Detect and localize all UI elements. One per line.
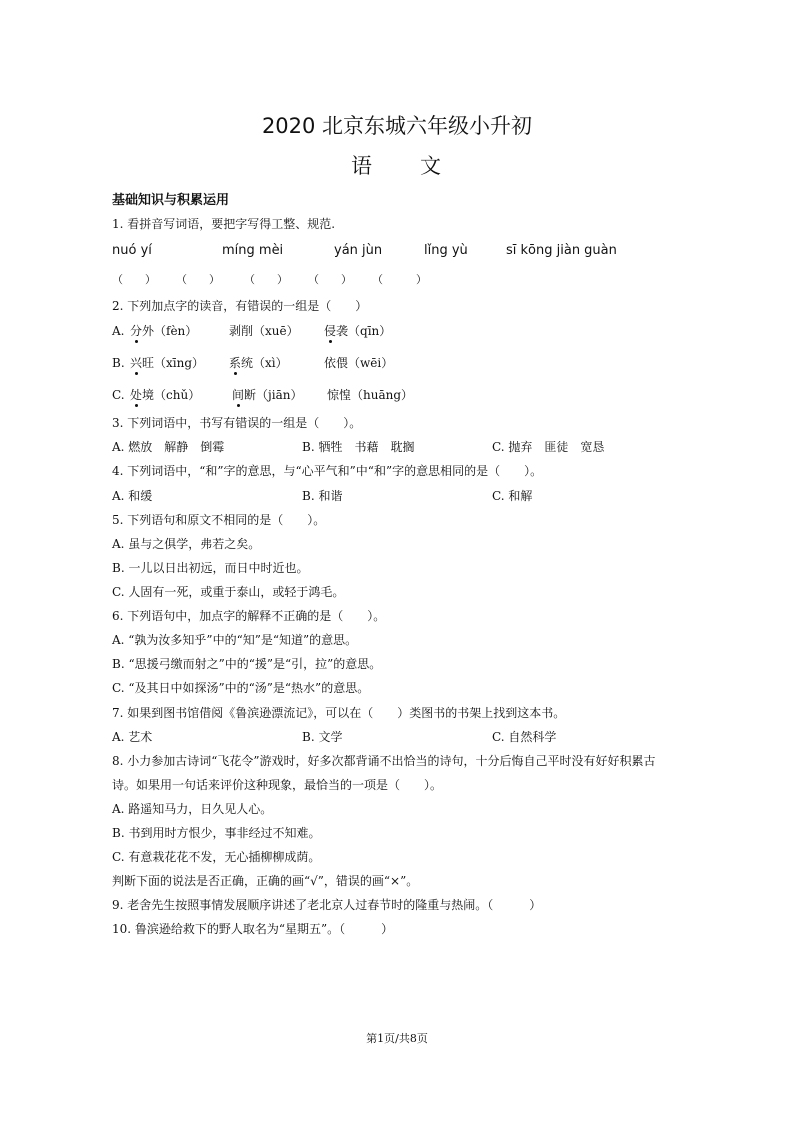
- q8-option-c: C. 有意栽花花不发，无心插柳柳成荫。: [112, 850, 321, 864]
- q3-option-c: C. 抛弃 匪徒 宽恳: [492, 440, 605, 454]
- pinyin-4: lǐng yù: [424, 243, 468, 258]
- q1-pinyin-row: [112, 243, 639, 258]
- q10-statement: 10. 鲁滨逊给救下的野人取名为“星期五”。（ ）: [112, 922, 394, 936]
- answer-blank-3[interactable]: （ ）: [244, 273, 288, 286]
- q8-option-a: A. 路遥知马力，日久见人心。: [112, 802, 273, 816]
- dotted-char: 兴: [130, 356, 143, 370]
- pinyin-3: yán jùn: [334, 243, 383, 258]
- q1-stem: 1. 看拼音写词语，要把字写得工整、规范.: [112, 217, 336, 231]
- q7-option-c: C. 自然科学: [492, 730, 557, 744]
- q4-option-c: C. 和解: [492, 489, 533, 503]
- pinyin-5: sī kōng jiàn guàn: [506, 243, 617, 258]
- q5-stem: 5. 下列语句和原文不相同的是（ ）。: [112, 513, 326, 527]
- q8-option-b: B. 书到用时方恨少，事非经过不知难。: [112, 826, 321, 840]
- q2-option-c: C. 处境（chǔ） 间断（jiān） 惊惶（huāng）: [112, 388, 414, 402]
- q3-option-b: B. 牺牲 书藉 耽搁: [302, 440, 415, 454]
- page-footer: 第1页/共8页: [366, 1032, 428, 1045]
- subject-title: 语 文: [351, 154, 443, 178]
- pinyin-1: nuó yí: [112, 243, 152, 258]
- judge-instruction: 判断下面的说法是否正确，正确的画“√”，错误的画“×”。: [112, 874, 419, 888]
- q6-option-c: C. “及其日中如探汤”中的“汤”是“热水”的意思。: [112, 681, 370, 695]
- q4-option-a: A. 和缓: [112, 489, 153, 503]
- section-heading: 基础知识与积累运用: [112, 193, 230, 208]
- q6-stem: 6. 下列语句中，加点字的解释不正确的是（ ）。: [112, 609, 386, 623]
- q7-stem: 7. 如果到图书馆借阅《鲁滨逊漂流记》，可以在（ ）类图书的书架上找到这本书。: [112, 706, 566, 720]
- q6-option-b: B. “思援弓缴而射之”中的“援”是“引，拉”的意思。: [112, 657, 382, 671]
- dotted-char: 系: [229, 356, 242, 370]
- pinyin-2: míng mèi: [222, 243, 284, 258]
- q8-stem-line2: 诗。如果用一句话来评价这种现象，最恰当的一项是（ ）。: [112, 778, 443, 792]
- q4-stem: 4. 下列词语中，“和”字的意思，与“心平气和”中“和”字的意思相同的是（ ）。: [112, 464, 543, 478]
- q7-option-a: A. 艺术: [112, 730, 153, 744]
- q6-option-a: A. “孰为汝多知乎”中的“知”是“知道”的意思。: [112, 633, 358, 647]
- answer-blank-5[interactable]: （ ）: [372, 273, 427, 286]
- answer-blank-4[interactable]: （ ）: [308, 273, 352, 286]
- dotted-char: 侵: [324, 324, 337, 338]
- document-title: 2020 北京东城六年级小升初: [261, 114, 533, 138]
- q5-option-b: B. 一儿以日出初远，而日中时近也。: [112, 561, 309, 575]
- q4-option-b: B. 和谐: [302, 489, 343, 503]
- dotted-char: 分: [130, 324, 143, 338]
- q3-option-a: A. 燃放 解静 倒霉: [112, 440, 225, 454]
- q2-option-b: B. 兴旺（xīng） 系统（xì） 依偎（wēi）: [112, 356, 394, 370]
- q1-blanks-row: [112, 272, 435, 288]
- q3-stem: 3. 下列词语中，书写有错误的一组是（ ）。: [112, 416, 362, 430]
- q5-option-a: A. 虽与之俱学，弗若之矣。: [112, 537, 261, 551]
- q7-option-b: B. 文学: [302, 730, 343, 744]
- dotted-char: 处: [130, 388, 143, 402]
- q8-stem-line1: 8. 小力参加古诗词“飞花令”游戏时，好多次都背诵不出恰当的诗句，十分后悔自己平时没有好好积累古: [112, 754, 656, 768]
- q5-option-c: C. 人固有一死，或重于泰山，或轻于鸿毛。: [112, 585, 345, 599]
- q9-statement: 9. 老舍先生按照事情发展顺序讲述了老北京人过春节时的隆重与热闹。（ ）: [112, 898, 542, 912]
- dotted-char: 间: [232, 388, 245, 402]
- answer-blank-2[interactable]: （ ）: [176, 273, 220, 286]
- answer-blank-1[interactable]: （ ）: [112, 273, 156, 286]
- q2-option-a: A. 分外（fèn） 剥削（xuē） 侵袭（qīn）: [112, 324, 392, 338]
- q2-stem: 2. 下列加点字的读音，有错误的一组是（ ）: [112, 299, 368, 313]
